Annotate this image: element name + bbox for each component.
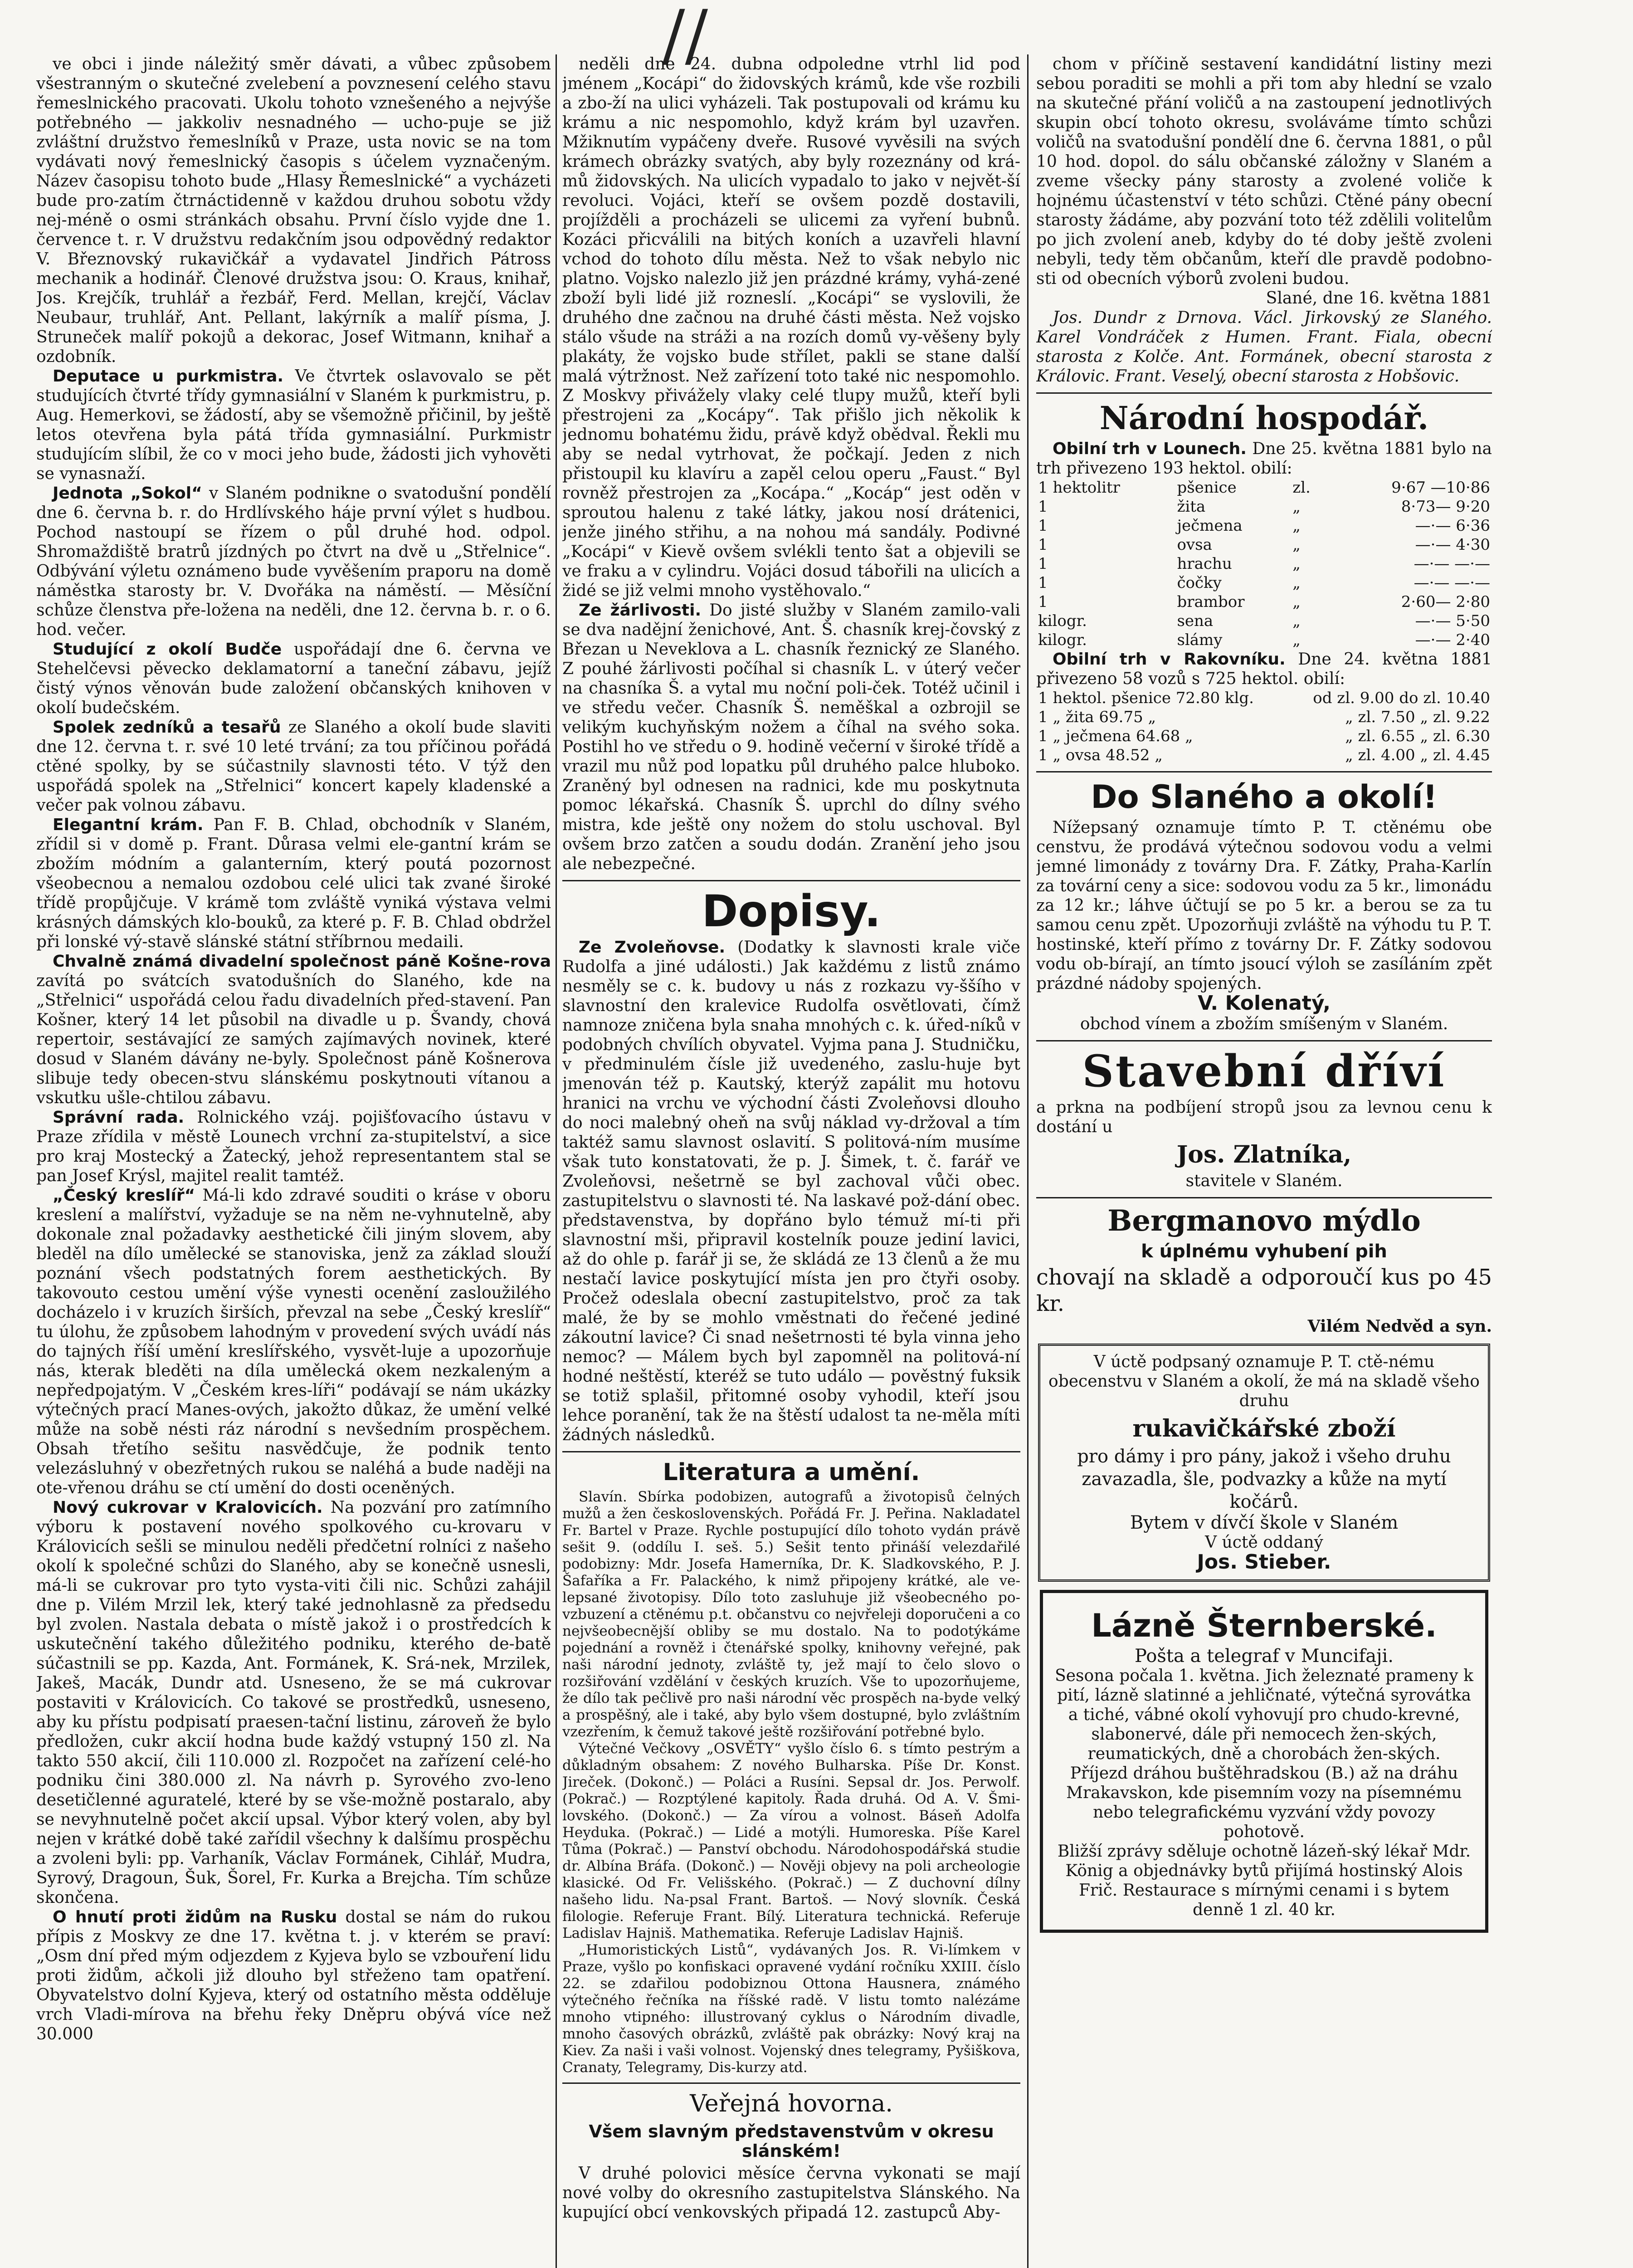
news-item: „Český kreslíř“ Má-li kdo zdravé souditi o kráse v oboru kreslení a malířství, vyžaduje se na něm ne-vyhnutelně, aby dokonale znal požadavky aesthetické čili jiným slovem, aby bleděl na dílo umělecké se stanoviska, jenž za základ slouží poznání všech podstatných forem aesthetických. By takovouto cestou umění výše vynesti ocenění zasloužilého docházelo i v kruzích širších, převzal na sebe „Český kreslíř“ tu úlohu, že způsobem lahodným v provedení svých uvádí nás do tajných říší umění kreslířského, vysvět-luje a upozorňuje nás, kterak bleděti na díla umělecká okem nezkaleným a nepředpojatým. V „Českém kres-líři“ podávají se nám ukázky výtečných prací Manes-ových, jakožto důkaz, že umění velké může na sobě nésti ráz národní s nevšedním prospěchem. Obsah třetího sešitu nasvědčuje, že podnik tento velezásluhný v obezřetných rukou se naléhá a bude naději na ote-vřenou dráhu se ctí umění do dosti oceněných. [36, 1186, 551, 1497]
table-cell: 1 [1038, 593, 1048, 611]
table-cell: zl. [1292, 479, 1311, 497]
table-row [1036, 478, 1492, 497]
table-cell: 1 „ ovsa 48.52 „ [1038, 746, 1163, 764]
ad-title-rukavice: rukavičkářské zboží [1132, 1415, 1396, 1442]
column-2 [562, 54, 1020, 2268]
section-title-dopisy: Dopisy. [702, 886, 881, 937]
ad-title-mydlo: Bergmanovo mýdlo [1107, 1204, 1421, 1238]
table-cell: 1 [1038, 536, 1048, 554]
news-item: Jednota „Sokol“ v Slaném podnikne o svatodušní pondělí dne 6. června b. r. do Hrdlívského háje první výlet s hudbou. Pochod nastoupí se řízem o půl druhé hod. odpol. Shromaždiště bratrů jízdných po čtvrt na dvě u „Střelnice“. Odbývání výletu oznámeno bude vyvěšením praporu na domě náměstka starosty br. V. Dvořáka na náměstí. — Měsíční schůze členstva pře-ložena na neděli, dne 12. června b. r. o 6. hod. večer. [36, 484, 551, 639]
table-cell: 1 hektolitr [1038, 479, 1120, 497]
market-rakovnik: Obilní trh v Rakovníku. Dne 24. května 1881 přivezeno 58 vozů s 725 hektol. obilí: [1036, 650, 1492, 688]
table-cell: —·— —·— [1414, 574, 1490, 592]
news-item: Ze žárlivosti. Do jisté služby v Slaném zamilo-vali se dva nadějní ženichové, Ant. Š. chasník krej-čovský z Březan u Neveklova a L. chasník řeznický ze Slaného. Z pouhé žárlivosti počíhal si chasník L. v úterý večer na chasníka Š. a vytal mu noční poli-ček. Totéž učinil i ve středu večer. Chasník Š. neměškal a ozbrojil se velikým kuchyňským nožem a číhal na svého soka. Postihl ho ve středu o 9. hodině večerní v široké třídě a vrazil mu nůž pod lopatku půl druhého palce hluboko. Zraněný byl odnesen na radnici, kde mu poskytnuta pomoc lékařská. Chasník Š. uprchl do dílny svého mistra, kde ještě ony nožem do stolu uschoval. Byl ovšem brzo zatčen a soudu dodán. Zranění jeho jsou ale nebezpečné. [562, 601, 1020, 873]
literature-item: Slavín. Sbírka podobizen, autografů a životopisů čelných mužů a žen československých. Pořádá Fr. J. Peřina. Nakladatel Fr. Bartel v Praze. Rychle postupující dílo tohoto vydán právě sešit 9. (oddílu I. seš. 5.) Sešit tento přináší velezdařilé podobizny: Mdr. Josefa Hamerníka, Dr. K. Sladkovského, P. J. Šafaříka a Fr. Palackého, k nimž připojeny krátké, ale ve-lepsané životopisy. Dílo toto zasluhuje již všeobecného po-vzbuzení a ctěnému p.t. občanstvu co nejvřeleji doporučeni a co nejvšeobecnější obliby se mu dostalo. Na to podotýkáme pojednání a rovněž i čtenářské spolky, knihovny veřejné, pak naši národní jednoty, zvláště ty, jež mají to čelo slovo o rozšiřování vzdělání v českých kruzích. Vše to upozorňujeme, že dílo tak pečlivě pro naši národní věc prospěch na-byde velký a prospěšný, ale i také, aby bylo všem dostupné, bylo zvláštním vzezřením, k čemuž takové ještě rozšiřování potřebné bylo. [562, 1489, 1020, 1740]
table-row [1036, 689, 1492, 708]
table-cell: ovsa [1177, 536, 1212, 554]
news-item: Deputace u purkmistra. Ve čtvrtek oslavovalo se pět studujících čtvrté třídy gymnasiální v Slaném k purkmistru, p. Aug. Hemerkovi, se žádostí, aby se všemožně přičinil, by ještě letos otevřena byla pátá třída gymnasiální. Purkmistr studujícím slíbil, že co v moci jeho bude, žádosti jich vyhověti se vynasnaží. [36, 367, 551, 483]
table-cell: pšenice [1177, 479, 1237, 497]
table-cell: žita [1177, 498, 1206, 516]
table-cell: 1 [1038, 574, 1048, 592]
table-row [1036, 746, 1492, 765]
article-paragraph: chom v příčině sestavení kandidátní listiny mezi sebou poraditi se mohli a při tom aby hlední se vzalo na skutečné přání voličů a na zastoupení jednotlivých skupin obcí tohoto okresu, svoláváme tímto schůzi voličů na svatodušní pondělí dne 6. června 1881, o půl 10 hod. dopol. do sálu občanské záložny v Slaném a zveme všecky pány starosty a zvolené voliče k hojnému účastenství v této schůzi. Ctěné pány obecní starosty žádáme, aby pozvání toto též zdělili volitelům po jich zvolení aneb, kdyby do té doby ještě zvoleni nebyli, tedy těm občanům, kteří dle pravdě podobno-sti od obecních výborů zvoleni budou. [1036, 55, 1492, 288]
ad-sign: V. Kolenatý, [1198, 992, 1331, 1015]
table-cell: od zl. 9.00 do zl. 10.40 [1313, 689, 1490, 707]
section-title-hospodar: Národní hospodář. [1099, 399, 1429, 437]
column-rule [556, 54, 557, 2268]
news-item: Správní rada. Rolnického vzáj. pojišťovacího ústavu v Praze zřídila v městě Lounech vrchní za-stupitelství, a sice pro kraj Mostecký a Žatecký, jehož representantem stal se pan Josef Krýsl, majitel realit tamtéž. [36, 1108, 551, 1185]
table-row [1036, 516, 1492, 535]
table-cell: 2·60— 2·80 [1401, 593, 1490, 611]
divider [1036, 1040, 1492, 1041]
table-cell: „ zl. 4.00 „ zl. 4.45 [1345, 746, 1490, 764]
ad-box-rukavice [1038, 1344, 1490, 1582]
table-cell: kilogr. [1038, 612, 1087, 630]
ad-text-lazne: Sesona počala 1. května. Jich železnaté prameny k pití, lázně slatinné a jehličnaté, výtečná syrovátka a tiché, vábné okolí vyhovují pro chudo-krevné, slabonervé, dále při nemocech žen-ských, reumatických, dně a chorobách žen-ských. [1055, 1667, 1473, 1763]
signed-names: Jos. Dundr z Drnova. Václ. Jirkovský ze Slaného. Karel Vondráček z Humen. Frant. Fiala, obecní starosta z Kolče. Ant. Formánek, obecní starosta z Královic. Frant. Veselý, obecní starosta z Hobšovic. [1036, 308, 1492, 386]
section-title-hovorna: Veřejná hovorna. [690, 2090, 893, 2117]
divider [562, 1451, 1020, 1452]
literature-item: „Humoristických Listů“, vydávaných Jos. R. Vi-límkem v Praze, vyšlo po konfiskaci opravené vydání ročníku XXIII. číslo 22. se zdařilou podobiznou Ottona Hausnera, známého výtečného řečníka na říšské radě. V listu tomto nalézáme mnoho vtipného: illustrovaný cyklus o Národním divadle, mnoho časových obrázků, zvláště pak obrázky: Nový kraj na Kiev. Za naši i vaši volnost. Vojenský dnes telegramy, Pyšiškova, Cranaty, Telegramy, Dis-kurzy atd. [562, 1942, 1020, 2076]
masthead-mark: // [662, 0, 708, 75]
table-cell: „ [1292, 536, 1301, 554]
table-cell: „ [1292, 631, 1301, 649]
divider [1036, 1197, 1492, 1198]
divider [562, 880, 1020, 881]
table-row [1036, 708, 1492, 727]
ad-subtitle-mydlo: k úplnému vyhubení pih [1141, 1241, 1387, 1262]
article-paragraph: neděli dne 24. dubna odpoledne vtrhl lid pod jménem „Kocápi“ do židovských krámů, kde vše rozbili a zbo-ží na ulici vyházeli. Tak postupovali od krámu ku krámu a nic nespomohlo, když krám byl uzavřen. Mžiknutím vypáčeny dveře. Rusové vyvěsili na svých krámech obrázky svatých, aby byly rozeznány od krá-mů židovských. Na ulicích vypadalo to jako v největ-ší revoluci. Vojáci, kteří se ovšem pozdě dostavili, projížděli a procházeli se ulicemi za vyření bubnů. Kozáci přicválili na bitých koních a uzavřeli hlavní vchod do tohoto dílu města. Než to však nebylo nic platno. Vojsko nalezlo již jen prázdné krámy, vyhá-zené zboží byli lidé již rozneslí. „Kocápi“ se vyslovili, že druhého dne začnou na druhé části města. Než vojsko stálo všude na stráži a na rozích domů vy-věšeny byly plakáty, že vojsko bude střílet, pakli se stane další malá výtržnost. Než zařízení toto také nic nespomohlo. Z Moskvy přivážely vlaky celé tlupy mužů, kteří byli přestrojeni za „Kocápy“. Tak přišlo jich několik k jednomu bohatému židu, právě když obědval. Řekli mu aby se nedal vytrhovat, že počkají. Jeden z nich přistoupil ku klavíru a zapěl celou operu „Faust.“ Byl rovněž přestrojen za „Kocápa.“ „Kocáp“ jest oděn v sproutou halenu z také látky, jakou nosí drátenici, jenže jiného střihu, a na nohou má sandály. Podivné „Kocápi“ v Kievě ovšem svlékli tento šat a objevili se ve fraku a v cylindru. Vojáci dosud tábořili na ulicích a židé se již velmi mnoho vystěhovalo.“ [562, 55, 1020, 600]
ad-closing: V úctě oddaný [1205, 1533, 1323, 1552]
ad-name-zlatnik: Jos. Zlatníka, [1176, 1141, 1352, 1168]
table-cell: 1 „ ječmena 64.68 „ [1038, 727, 1193, 745]
news-item: O hnutí proti židům na Rusku dostal se nám do rukou přípis z Moskvy ze dne 17. května t. j. v kterém se praví: „Osm dní před mým odjezdem z Kyjeva bylo se vzbouření lidu proti židům, ačkoli již dlouho byl střeženo tam opatření. Obyvatelstvo dolní Kyjeva, který od ostatního města odděluje vrch Vladi-mírova na břehu řeky Dněpru obývá více než 30.000 [36, 1908, 551, 2043]
news-item: Spolek zedníků a tesařů ze Slaného a okolí bude slaviti dne 12. června t. r. své 10 leté trvání; za tou příčinou pořádá ctěné spolky, by se súčastnily slavnosti této. V týž den uspořádá spolek na „Střelnici“ koncert kapely kladenské a večer pak volnou zábavu. [36, 718, 551, 815]
ad-sign-mydlo: Vilém Nedvěd a syn. [1307, 1317, 1492, 1336]
table-cell: „ [1292, 574, 1301, 592]
ad-more-info: Bližší zprávy sděluje ochotně lázeň-ský lékař Mdr. König a objednávky bytů přijímá hostinský Alois Frič. Restaurace s mírnými cenami i s bytem denně 1 zl. 40 kr. [1057, 1842, 1471, 1919]
literature-item: Výtečné Večkovy „OSVĚTY“ vyšlo číslo 6. s tímto pestrým a důkladným obsahem: Z nového Bulharska. Píše Dr. Konst. Jireček. (Dokonč.) — Poláci a Rusíni. Sepsal dr. Jos. Perwolf. (Pokrač.) — Rozptýlené kapitoly. Řada druhá. Od A. V. Šmi-lovského. (Dokonč.) — Za vírou a volnost. Báseň Adolfa Heyduka. (Pokrač.) — Lidé a motýli. Humoreska. Píše Karel Tůma (Pokrač.) — Panství obchodu. Národohospodářská studie dr. Albína Bráfa. (Dokonč.) — Nověji objevy na poli archeologie klasické. Od Fr. Velišského. (Pokrač.) — Z duchovní dílny našeho lidu. Na-psal Frant. Bartoš. — Nový slovník. Česká filologie. Referuje Frant. Bílý. Literatura technická. Referuje Ladislav Hajniš. Mathematika. Referuje Ladislav Hajniš. [562, 1740, 1020, 1941]
table-cell: —·— —·— [1414, 555, 1490, 573]
table-row [1036, 592, 1492, 611]
ad-role: stavitele v Slaném. [1185, 1172, 1343, 1190]
article-paragraph: ve obci i jinde náležitý směr dávati, a vůbec způsobem všestranným o skutečné zvelebení a povznesení celého stavu řemeslnického pracovati. Ukolu tohoto vznešeného a nejvýše potřebného — jakkoliv nesnadného — ucho-puje se již zvláštní družstvo řemeslníků v Praze, usta novic se na tom vydávati nový řemeslnický časopis s účelem vyznačeným. Název časopisu tohoto bude „Hlasy Řemeslnické“ a vycházeti bude pro-zatím čtrnáctidenně v každou druhou sobotu vždy nej-méně o osmi stránkách obsahu. První číslo vyjde dne 1. července t. r. V družstvu redakčním jsou odpovědný redaktor V. Březnovský rukavičkář a vydavatel Jindřich Pátross mechanik a hodinář. Členové družstva jsou: O. Kraus, knihař, Jos. Krejčík, truhlář a řezbář, Ferd. Mellan, krejčí, Václav Neubaur, truhlář, Ant. Pellant, lakýrník a malíř písma, J. Struneček malíř pokojů a dekorac, Josef Witmann, knihař a ozdobník. [36, 55, 551, 366]
table-cell: 1 [1038, 498, 1048, 516]
grain-price-table [1036, 478, 1492, 650]
table-cell: —·— 6·36 [1415, 517, 1490, 535]
table-cell: „ zl. 7.50 „ zl. 9.22 [1345, 708, 1490, 726]
table-cell: „ zl. 6.55 „ zl. 6.30 [1345, 727, 1490, 745]
news-item: Studující z okolí Budče uspořádají dne 6. června ve Stehelčevsi pěvecko deklamatorní a taneční zábavu, jejíž čistý výnos věnován bude založení občanských knihoven v okolí budečském. [36, 640, 551, 717]
news-item: Chvalně známá divadelní společnost páně Košne-rova zavítá po svátcích svatodušních do Slaného, kde na „Střelnici“ uspořádá celou řadu divadelních před-stavení. Pan Košner, který 14 let působil na divadle u p. Švandy, chová repertoir, sestávající ze samých zajímavých novinek, které dosud v Slaném dávány ne-byly. Společnost páně Košnerova slibuje tedy obecen-stvu slánskému poskytnouti vítanou a vskutku ušle-chtilou zábavu. [36, 952, 551, 1107]
table-cell: 9·67 —10·86 [1391, 479, 1490, 497]
table-row [1036, 573, 1492, 592]
ad-sign-stieber: Jos. Stieber. [1197, 1550, 1331, 1574]
table-cell: čočky [1177, 574, 1222, 592]
hovorna-text: V druhé polovici měsíce června vykonati se mají nové volby do okresního zastupitelstva Slánského. Na kupující obcí venkovských připadá 12. zastupců Aby- [562, 2164, 1020, 2222]
signed-date: Slané, dne 16. května 1881 [1266, 289, 1492, 308]
column-rule [1027, 54, 1029, 2268]
table-cell: „ [1292, 555, 1301, 573]
ad-title-drivi: Stavební dříví [1082, 1046, 1446, 1097]
divider [562, 2082, 1020, 2084]
ad-intro: V úctě podpsaný oznamuje P. T. ctě-nému obecenstvu v Slaném a okolí, že má na skladě všeho druhu [1048, 1353, 1480, 1410]
table-row [1036, 631, 1492, 650]
divider [1036, 771, 1492, 772]
table-cell: ječmena [1177, 517, 1243, 535]
ad-text-okoli: Nížepsaný oznamuje tímto P. T. ctěnému obe censtvu, že prodává výtečnou sodovou vodu a velmi jemné limonády z továrny Dra. F. Zátky, Praha-Karlín za tovární ceny a sice: sodovou vodu za 5 kr., limonádu za 12 kr.; láhve účtují se po 5 kr. a berou se za tu samou cenu zpět. Upozorňuji zvláště na výhodu tu P. T. hostinské, kteří přímo z továrny Dr. F. Zátky sodovou vodu ob-bírají, an tímto jsoucí výloh se zasíláním zpět prázdné nádoby spojených. [1036, 818, 1492, 993]
table-cell: —·— 4·30 [1415, 536, 1490, 554]
ad-text-drivi: a prkna na podbíjení stropů jsou za levnou cenu k dostání u [1036, 1098, 1492, 1136]
ad-address: Bytem v dívčí škole v Slaném [1130, 1512, 1399, 1533]
table-cell: —·— 2·40 [1415, 631, 1490, 649]
ad-title-lazne: Lázně Šternberské. [1091, 1607, 1437, 1644]
table-cell: „ [1292, 593, 1301, 611]
divider [1036, 392, 1492, 394]
ad-title-okoli: Do Slaného a okolí! [1091, 778, 1438, 816]
ad-subtitle-lazne: Pošta a telegraf v Muncifaji. [1135, 1646, 1394, 1667]
ad-arrival: Příjezd dráhou buštěhradskou (B.) až na dráhu Mrakavskon, kde pisemním vozy na písemnému nebo telegrafickému vyzvání vždy povozy pohotově. [1066, 1764, 1462, 1841]
table-cell: 1 hektol. pšenice 72.80 klg. [1038, 689, 1254, 707]
table-row [1036, 535, 1492, 554]
table-row [1036, 497, 1492, 516]
section-title-literatura: Literatura a umění. [663, 1459, 920, 1486]
table-cell: „ [1292, 517, 1301, 535]
table-cell: kilogr. [1038, 631, 1087, 649]
table-row [1036, 727, 1492, 746]
table-cell: sena [1177, 612, 1214, 630]
letter-item: Ze Zvoleňovse. (Dodatky k slavnosti krale viče Rudolfa a jiné události.) Jak každému z listů známo nesměly se c. k. budovy u nás z rozkazu vy-ššího v slavnostní den kralevice Rudolfa osvětlovati, čímž namnoze zničena byla snaha mnohých c. k. úřed-níků v podobných chvílích obyvatel. Vyjma pana J. Studničku, v předminulém čísle již uvedeného, zaslu-huje byt jmenován též p. Kautský, kterýž zapálit mu hotovu hranici na vrchu ve východní části Zvoleňovsi dlouho do noci malebný oheň na svůj náklad vy-držoval a tím taktéž samu slavnost oslavití. S politová-ním musíme však tuto konstatovati, že p. J. Šimek, t. č. farář ve Zvoleňovsi, nešetrně se byl zachoval vůči obec. zastupitelstvu o slavnosti té. Na laskavé pož-dání obec. představenstva, by dopřáno bylo témuž mí-ti při slavnostní mši, připravil kostelník pouze jediní lavici, až do ohle p. farář ji se, že skládá ze 13 členů a že mu nestačí lavice poskytující místa jen pro čtyři osoby. Pročež odeslala obecní zastupitelstvo, proč za tak malé, že by se mohlo vměstnati do řečené jediné zákoutní lavice? Či snad nešetrnosti té byla vinna jeho nemoc? — Málem bych byl zapomněl na politová-ní hodné neštěstí, kteréž se tuto událo — pověstný fuksik se totiž splašil, přitomné osoby vyhodil, kteří jsou lehce poranění, tak že na štěstí udalost ta ne-měla míti žádných následků. [562, 938, 1020, 1444]
hovorna-subtitle: Všem slavným představenstvům v okresu slánském! [589, 2121, 994, 2161]
table-row [1036, 611, 1492, 631]
table-cell: slámy [1177, 631, 1223, 649]
table-cell: hrachu [1177, 555, 1232, 573]
column-1 [36, 54, 551, 2268]
ad-text-rukavice: pro dámy i pro pány, jakož i všeho druhu zavazadla, šle, podvazky a kůže na mytí kočárů. [1077, 1446, 1451, 1512]
news-item: Elegantní krám. Pan F. B. Chlad, obchodník v Slaném, zřídil si v domě p. Frant. Důrasa velmi ele-gantní krám se zbožím módním a galanterním, který poutá pozornost všeobecnou a nemalou ozdobou celé ulici tak zvané široké třídě propůjčuje. V krámě tom zvláště vyniká výstava velmi krásných dámských klo-bouků, za které p. F. B. Chlad obdržel při lonské vý-stavě slánské státní stříbrnou medaili. [36, 816, 551, 951]
table-cell: 1 „ žita 69.75 „ [1038, 708, 1156, 726]
table-cell: 1 [1038, 517, 1048, 535]
ad-sign-detail: obchod vínem a zbožím smíšeným v Slaném. [1080, 1015, 1448, 1033]
news-item: Nový cukrovar v Kralovicích. Na pozvání pro zatímního výboru k postavení nového spolkového cu-krovaru v Královicích sešli se minulou neděli předčetní rolníci z našeho okolí k společné schůzi do Slaného, aby se konečně usnesli, má-li se cukrovar pro tyto vysta-viti čili nic. Schůzi zahájil dne p. Vilém Mrzil lek, který také jednohlasně za předsedu byl zvolen. Nastala debata o místě jakož i o prostředcích k uskutečnění takého důležitého podniku, kterého de-batě súčastnili se pp. Kazda, Ant. Formánek, K. Srá-nek, Mrzilek, Jakeš, Macák, Dundr atd. Usneseno, že se má cukrovar postaviti v Královicích. Co takové se prostředků, usneseno, aby ku přístu podpisatí praesen-tační listinu, zároveň že bylo předložen, cukr akcií hodna bude každý vstupný 150 zl. Na takto 550 akcií, čili 110.000 zl. Rozpočet na zařízení celé-ho podniku čini 380.000 zl. Na návrh p. Syrového zvo-leno desetičlenné aguratelé, které by se vše-možně postaralo, aby se nevyhnutelně počet akcií upsal. Výbor který volen, aby byl nejen v krátké době také zařídil všechny k dalšímu prospěchu a zvoleni byli: pp. Varhaník, Václav Formánek, Cihlář, Mudra, Syrový, Dragoun, Šuk, Šorel, Fr. Kurka a Brejcha. Tím schůze skončena. [36, 1498, 551, 1907]
table-cell: —·— 5·50 [1415, 612, 1490, 630]
market-lounech: Obilní trh v Lounech. Dne 25. května 1881 bylo na trh přivezeno 193 hektol. obilí: [1036, 440, 1492, 478]
ad-text-mydlo: chovají na skladě a odporoučí kus po 45 kr. [1036, 1265, 1492, 1316]
table-cell: 1 [1038, 555, 1048, 573]
table-cell: „ [1292, 498, 1301, 516]
ad-box-lazne [1040, 1590, 1488, 1933]
column-3 [1036, 54, 1492, 2268]
rakovnik-price-table [1036, 689, 1492, 765]
table-cell: brambor [1177, 593, 1245, 611]
table-row [1036, 554, 1492, 573]
table-cell: „ [1292, 612, 1301, 630]
table-cell: 8·73— 9·20 [1401, 498, 1490, 516]
